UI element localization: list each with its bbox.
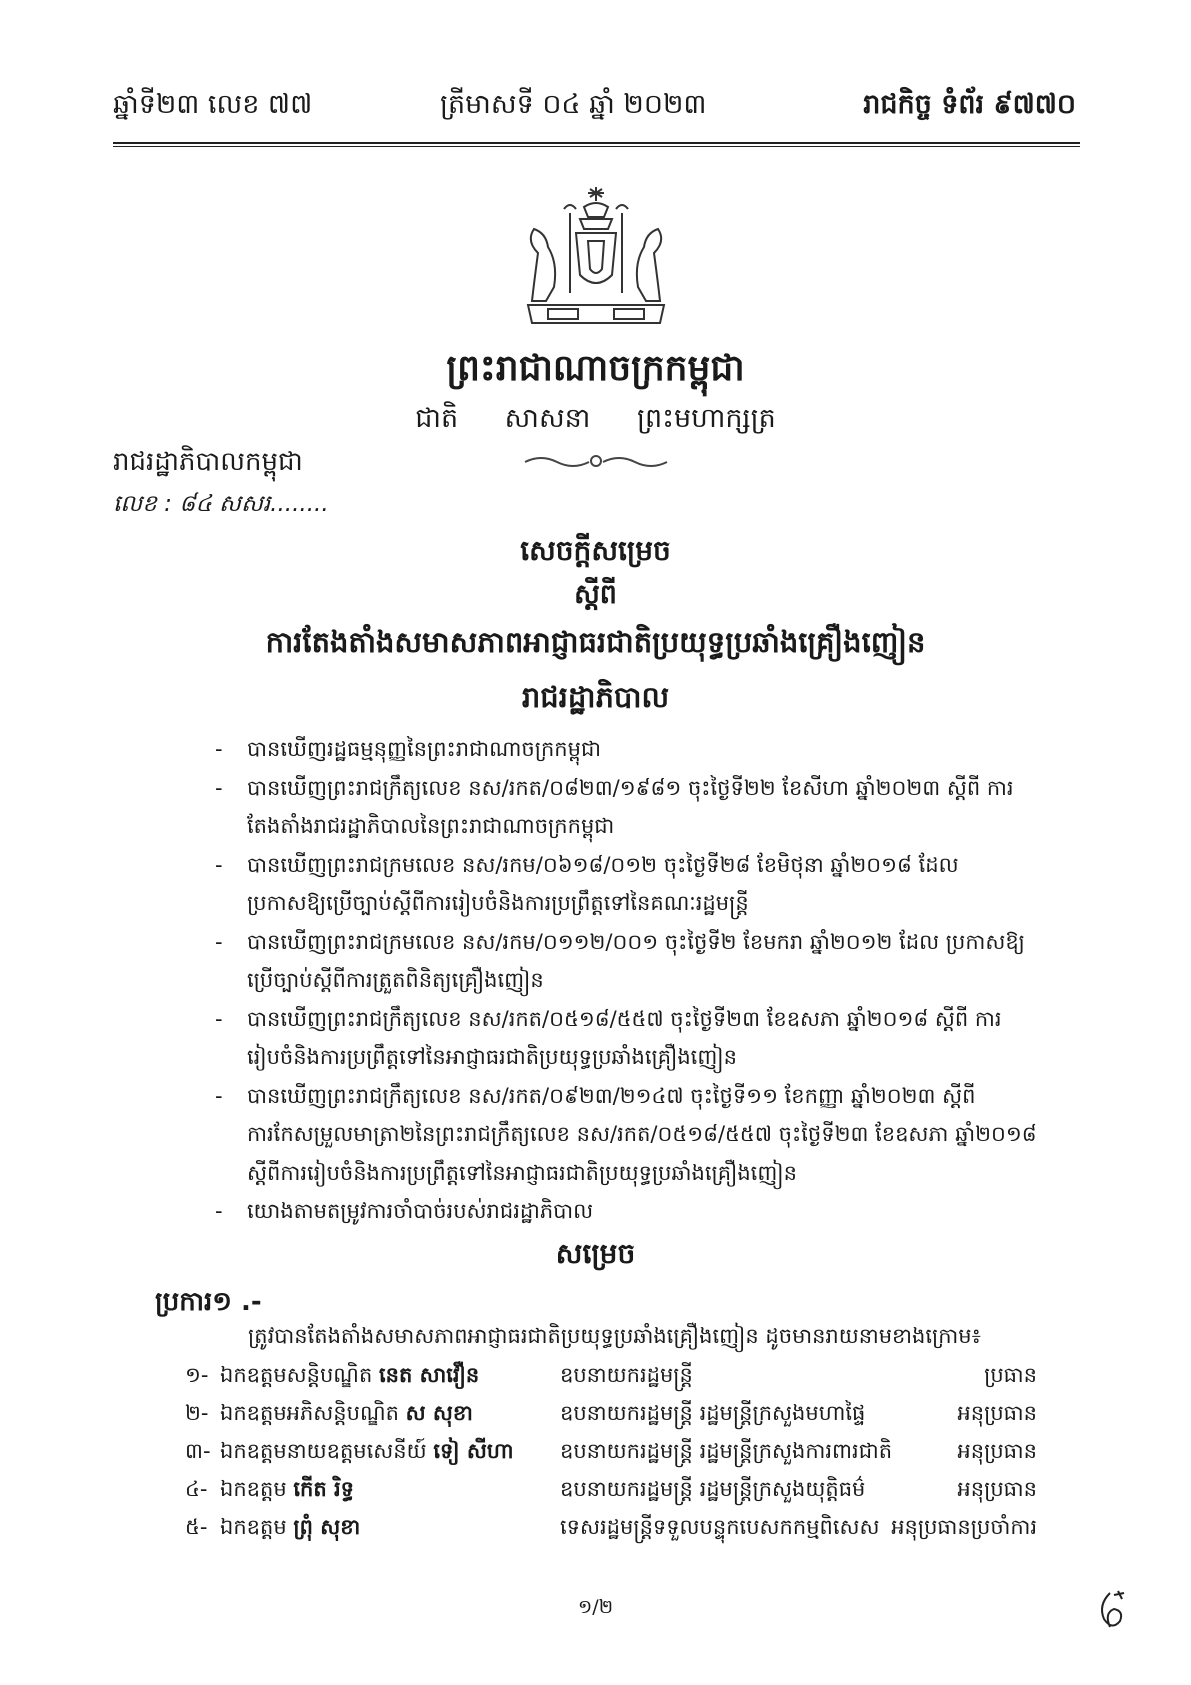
member-name: នេត សាវឿន (378, 1363, 480, 1387)
legal-reference: - បានឃើញព្រះរាជក្រឹត្យលេខ នស/រកត/០៩២៣/២១៤៧ ចុះថ្ងៃទី១១ ខែកញ្ញា ឆ្នាំ២០២៣ ស្តីពី ការកែសម្រួលមាត្រា២នៃព្រះរាជក្រឹត្យលេខ នស/រកត/០៥១៨/៥៥៧ ចុះថ្ងៃទី២៣ ខែឧសភា ឆ្នាំ២០១៨ ស្តីពីការរៀបចំនិងការប្រព្រឹត្តទៅនៃអាជ្ញាធរជាតិប្រយុទ្ធប្រឆាំងគ្រឿងញៀន (215, 1077, 1037, 1193)
member-role: អនុប្រធាន (957, 1401, 1037, 1425)
legal-reference: - បានឃើញព្រះរាជក្រឹត្យលេខ នស/រកត/០៨២៣/១៩៨១ ចុះថ្ងៃទី២២ ខែសីហា ឆ្នាំ២០២៣ ស្តីពី ការតែងតាំងរាជរដ្ឋាភិបាលនៃព្រះរាជាណាចក្រកម្ពុជា (215, 769, 1037, 846)
member-row (185, 1514, 1037, 1552)
legal-reference: - បានឃើញរដ្ឋធម្មនុញ្ញនៃព្រះរាជាណាចក្រកម្ពុជា (215, 730, 1037, 769)
member-row (185, 1438, 1037, 1476)
member-position: ឧបនាយករដ្ឋមន្ត្រី រដ្ឋមន្ត្រីក្រសួងមហាផ្ទៃ (560, 1401, 866, 1425)
issuer-name: រាជរដ្ឋាភិបាលកម្ពុជា (113, 447, 303, 477)
article-intro: ត្រូវបានតែងតាំងសមាសភាពអាជ្ញាធរជាតិប្រយុទ្ធប្រឆាំងគ្រឿងញៀន ដូចមានរាយនាមខាងក្រោម៖ (248, 1324, 981, 1348)
header-rule (113, 142, 1080, 144)
document-subject: ការតែងតាំងសមាសភាពអាជ្ញាធរជាតិប្រយុទ្ធប្រឆាំងគ្រឿងញៀន (265, 625, 926, 659)
member-rank-name (220, 1400, 473, 1431)
member-position: ទេសរដ្ឋមន្ត្រីទទួលបន្ទុកបេសកកម្មពិសេស (560, 1515, 880, 1539)
kingdom-name: ព្រះរាជាណាចក្រកម្ពុជា (446, 348, 745, 389)
member-number: ២- (185, 1401, 209, 1425)
member-role: អនុប្រធាន (957, 1477, 1037, 1501)
member-position: ឧបនាយករដ្ឋមន្ត្រី រដ្ឋមន្ត្រីក្រសួងការពារជាតិ (560, 1439, 893, 1463)
member-role: ប្រធាន (984, 1363, 1037, 1387)
issuing-body: រាជរដ្ឋាភិបាល (521, 680, 670, 714)
gazette-page-ref: រាជកិច្ច ទំព័រ ៩៧៧០ (863, 89, 1076, 120)
member-rank-name (220, 1476, 354, 1507)
header-rule-thin (113, 146, 1080, 147)
member-row (185, 1362, 1037, 1400)
handwritten-initial-icon (1090, 1585, 1130, 1645)
member-name: កើត រិទ្ធ (293, 1477, 354, 1501)
member-number: ៤- (185, 1477, 208, 1501)
article-heading: ប្រការ១ .- (155, 1287, 262, 1317)
member-number: ៣- (185, 1439, 211, 1463)
ornament-divider-icon (521, 452, 671, 470)
member-rank: ឯកឧត្តម (220, 1515, 287, 1539)
legal-reference: - បានឃើញព្រះរាជក្រឹត្យលេខ នស/រកត/០៥១៨/៥៥៧ ចុះថ្ងៃទី២៣ ខែឧសភា ឆ្នាំ២០១៨ ស្តីពី ការរៀបចំនិងការប្រព្រឹត្តទៅនៃអាជ្ញាធរជាតិប្រយុទ្ធប្រឆាំងគ្រឿងញៀន (215, 1000, 1037, 1077)
member-name: ទៀ សីហា (433, 1439, 514, 1463)
legal-reference: - បានឃើញព្រះរាជក្រមលេខ នស/រកម/០៦១៨/០១២ ចុះថ្ងៃទី២៨ ខែមិថុនា ឆ្នាំ២០១៨ ដែល ប្រកាសឱ្យប្រើច្បាប់ស្តីពីការរៀបចំនិងការប្រព្រឹត្តទៅនៃគណៈរដ្ឋមន្ត្រី (215, 846, 1037, 923)
member-name: ព្រុំ សុខា (293, 1515, 361, 1539)
member-rank-name (220, 1362, 479, 1393)
member-position: ឧបនាយករដ្ឋមន្ត្រី (560, 1363, 693, 1387)
member-row (185, 1400, 1037, 1438)
decides-heading: សម្រេច (555, 1237, 636, 1270)
gazette-date: ត្រីមាសទី ០៤ ឆ្នាំ ២០២៣ (440, 89, 707, 120)
legal-references-list (215, 730, 1037, 1231)
member-rank: ឯកឧត្តមអភិសន្តិបណ្ឌិត (220, 1401, 399, 1425)
member-rank: ឯកឧត្តមនាយឧត្តមសេនីយ៍ (220, 1439, 427, 1463)
member-number: ១- (185, 1363, 209, 1387)
document-type: សេចក្តីសម្រេច (520, 534, 671, 567)
member-role: អនុប្រធានប្រចាំការ (891, 1515, 1037, 1539)
legal-reference: - យោងតាមតម្រូវការចាំបាច់របស់រាជរដ្ឋាភិបាល (215, 1192, 1037, 1231)
member-role: អនុប្រធាន (957, 1439, 1037, 1463)
gazette-year-issue: ឆ្នាំទី២៣ លេខ ៧៧ (113, 89, 313, 120)
member-rank: ឯកឧត្តម (220, 1477, 287, 1501)
decision-number: លេខ : ៨៤ សសរ........ (113, 491, 329, 517)
member-row (185, 1476, 1037, 1514)
royal-coat-of-arms-icon (508, 183, 684, 333)
member-rank: ឯកឧត្តមសន្តិបណ្ឌិត (220, 1363, 373, 1387)
member-position: ឧបនាយករដ្ឋមន្ត្រី រដ្ឋមន្ត្រីក្រសួងយុត្តិធម៌ (560, 1477, 866, 1501)
member-number: ៥- (185, 1515, 208, 1539)
national-motto: ជាតិ សាសនា ព្រះមហាក្សត្រ (415, 403, 776, 434)
document-regarding: ស្តីពី (574, 579, 617, 610)
page-number: ១/២ (577, 1596, 614, 1618)
member-rank-name (220, 1514, 360, 1545)
legal-reference: - បានឃើញព្រះរាជក្រមលេខ នស/រកម/០១១២/០០១ ចុះថ្ងៃទី២ ខែមករា ឆ្នាំ២០១២ ដែល ប្រកាសឱ្យប្រើច្បាប់ស្តីពីការត្រួតពិនិត្យគ្រឿងញៀន (215, 923, 1037, 1000)
member-rank-name (220, 1438, 514, 1469)
member-name: ស សុខា (405, 1401, 473, 1425)
